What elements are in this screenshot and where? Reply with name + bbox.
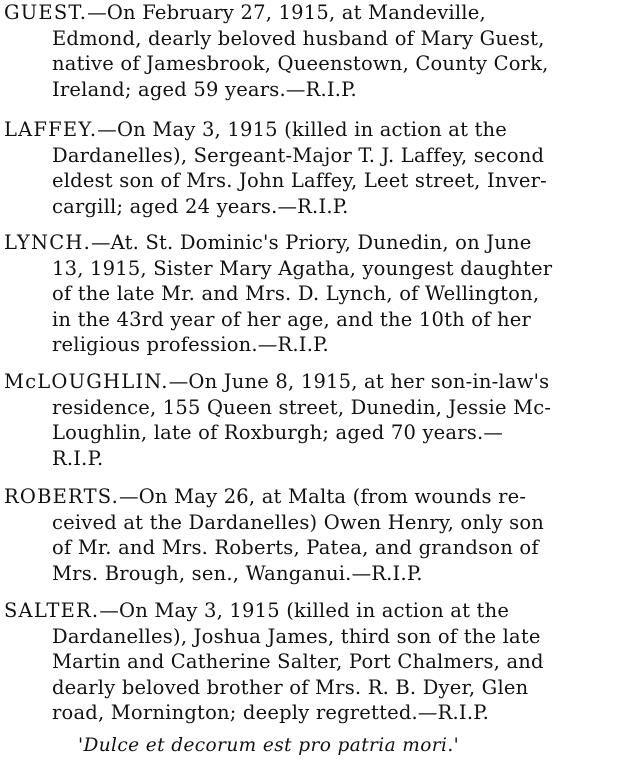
notice-text-line: —On February 27, 1915, at Mandeville, bbox=[87, 1, 486, 24]
death-notice-lynch bbox=[4, 230, 640, 358]
notice-text-line: Ireland; aged 59 years.—R.I.P. bbox=[52, 77, 357, 101]
notice-text-line: Dardanelles), Sergeant-Major T. J. Laffey, second bbox=[52, 143, 545, 167]
death-notice-guest bbox=[4, 0, 640, 102]
notice-surname: LYNCH. bbox=[4, 231, 91, 254]
notice-text-line: dearly beloved brother of Mrs. R. B. Dyer, Glen bbox=[52, 675, 529, 699]
notice-text-line: R.I.P. bbox=[52, 446, 104, 470]
closing-latin-quote: 'Dulce et decorum est pro patria mori.' bbox=[78, 735, 460, 756]
notice-first-line bbox=[4, 484, 640, 510]
notice-surname: McLOUGHLIN. bbox=[4, 370, 169, 393]
death-notice-salter bbox=[4, 598, 640, 726]
notice-text-line: Edmond, dearly beloved husband of Mary Guest, bbox=[52, 26, 545, 50]
notice-first-line bbox=[4, 230, 640, 256]
notice-text-line: 13, 1915, Sister Mary Agatha, youngest daughter bbox=[52, 256, 553, 280]
notice-text-line: native of Jamesbrook, Queenstown, County Cork, bbox=[52, 52, 549, 75]
death-notice-roberts bbox=[4, 484, 640, 586]
notice-surname: LAFFEY. bbox=[4, 118, 98, 141]
notice-surname: ROBERTS. bbox=[4, 485, 120, 508]
notice-text-line: of the late Mr. and Mrs. D. Lynch, of Wellington, bbox=[52, 282, 540, 305]
notice-text-line: religious profession.—R.I.P. bbox=[52, 333, 329, 356]
notice-text-line: of Mr. and Mrs. Roberts, Patea, and grandson of bbox=[52, 536, 539, 559]
death-notice-mcloughlin bbox=[4, 369, 640, 471]
notice-first-line bbox=[4, 117, 640, 143]
notice-text-line: Mrs. Brough, sen., Wanganui.—R.I.P. bbox=[52, 561, 423, 585]
notice-text-line: road, Mornington; deeply regretted.—R.I.P. bbox=[52, 701, 489, 724]
notice-first-line bbox=[4, 369, 640, 395]
notice-text-line: —At. St. Dominic's Priory, Dunedin, on June bbox=[90, 231, 532, 254]
notice-text-line: residence, 155 Queen street, Dunedin, Jessie Mc- bbox=[52, 395, 552, 419]
notice-text-line: Dardanelles), Joshua James, third son of the late bbox=[52, 624, 541, 648]
notice-text-line: Loughlin, late of Roxburgh; aged 70 years.— bbox=[52, 421, 504, 444]
death-notice-laffey bbox=[4, 117, 640, 219]
notice-surname: GUEST. bbox=[4, 1, 88, 24]
notice-text-line: eldest son of Mrs. John Laffey, Leet street, Inver- bbox=[52, 169, 547, 192]
notice-text-line: in the 43rd year of her age, and the 10th of her bbox=[52, 307, 532, 331]
notice-first-line bbox=[4, 0, 640, 26]
notice-text-line: ceived at the Dardanelles) Owen Henry, only son bbox=[52, 510, 545, 534]
notice-first-line bbox=[4, 598, 640, 624]
notice-text-line: —On May 3, 1915 (killed in action at the bbox=[97, 118, 508, 141]
notice-text-line: —On May 3, 1915 (killed in action at the bbox=[99, 599, 510, 622]
notice-text-line: —On May 26, at Malta (from wounds re- bbox=[119, 485, 527, 508]
notice-text-line: Martin and Catherine Salter, Port Chalmers, and bbox=[52, 650, 544, 673]
notice-text-line: —On June 8, 1915, at her son-in-law's bbox=[168, 370, 550, 393]
notice-surname: SALTER. bbox=[4, 599, 100, 622]
notice-text-line: cargill; aged 24 years.—R.I.P. bbox=[52, 194, 349, 218]
